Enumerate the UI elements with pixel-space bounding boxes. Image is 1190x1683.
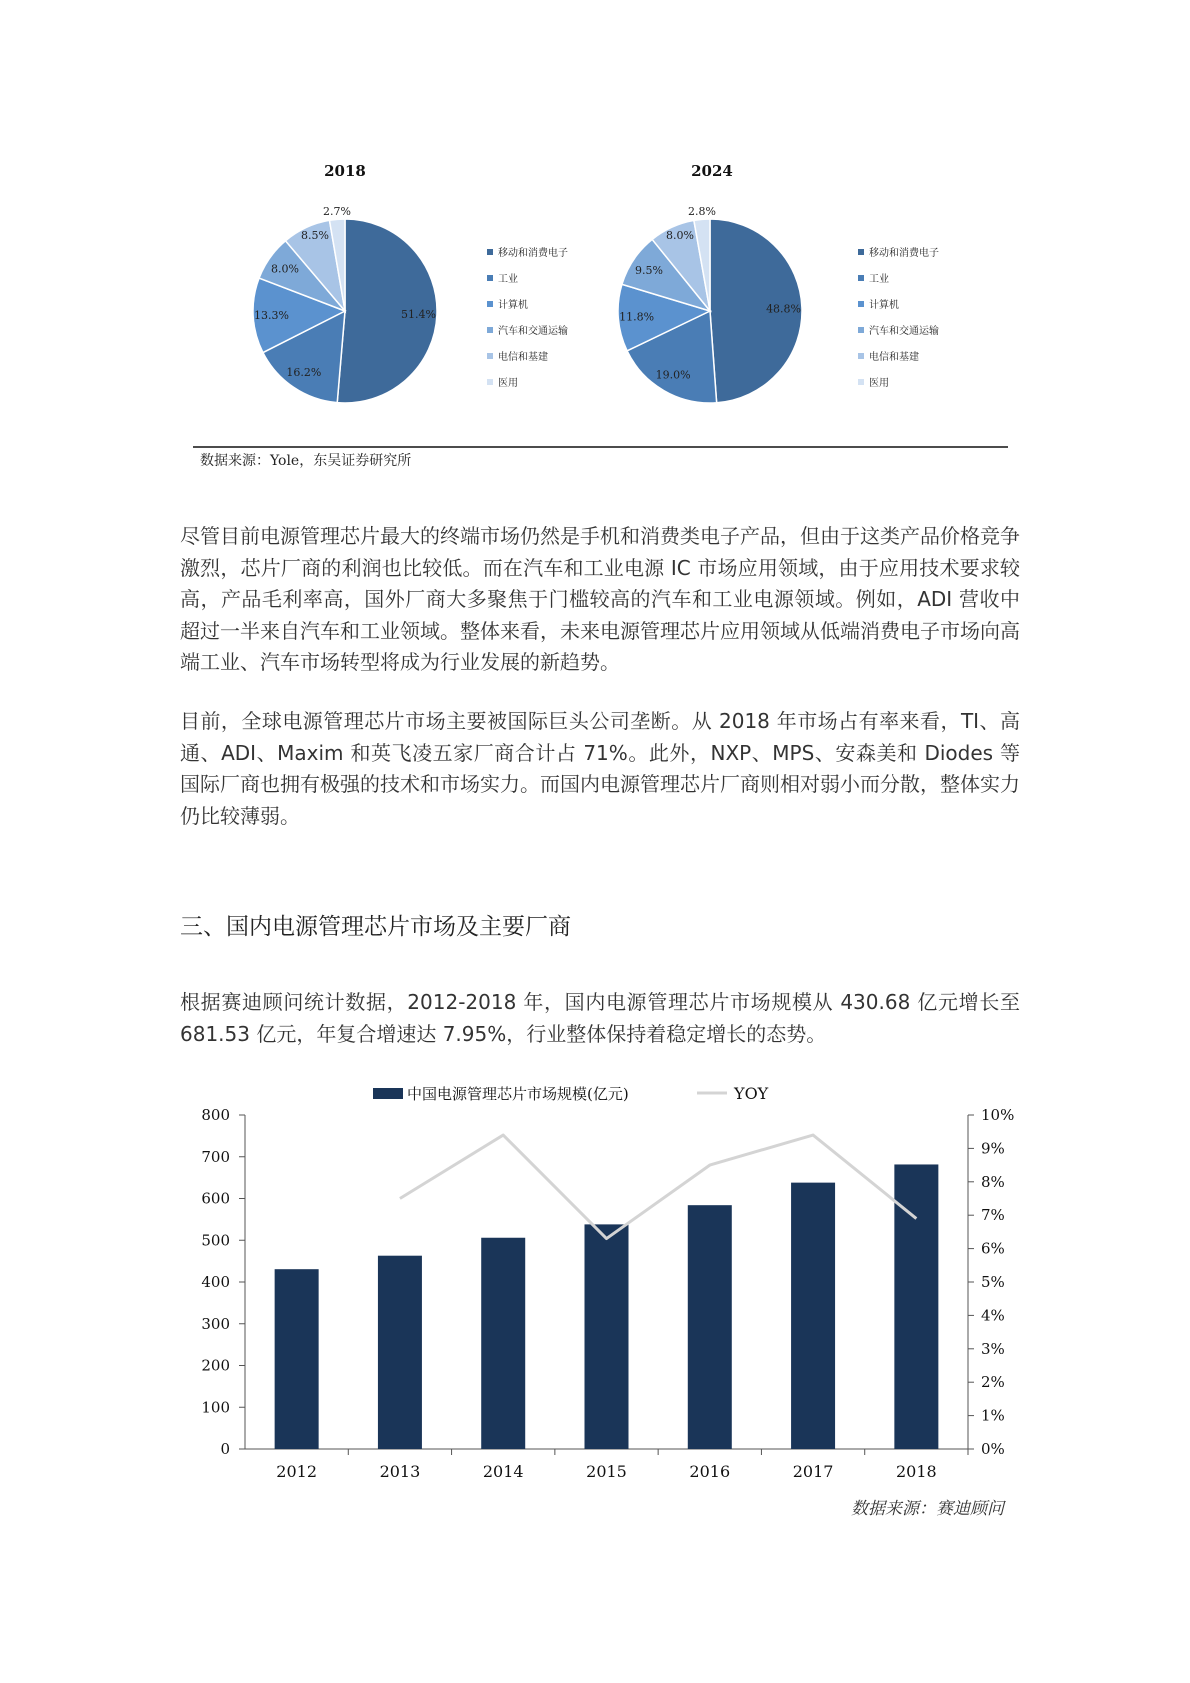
y2-tick-label: 5% [981, 1273, 1005, 1291]
legend-swatch-2018-2 [487, 301, 493, 307]
y2-tick-label: 10% [981, 1106, 1015, 1124]
y2-tick-label: 9% [981, 1139, 1005, 1158]
y2-tick-label: 0% [981, 1440, 1005, 1458]
x-tick-label-2014: 2014 [482, 1462, 524, 1481]
bar-2012 [275, 1269, 319, 1449]
y2-tick-label: 7% [981, 1206, 1005, 1225]
legend-label-2024-2: 计算机 [869, 300, 899, 311]
y2-tick-label: 4% [981, 1306, 1005, 1325]
legend-label-2018-5: 医用 [498, 378, 518, 389]
legend-label-2024-1: 工业 [869, 274, 889, 285]
legend-label-2024-4: 电信和基建 [869, 352, 919, 363]
x-tick-label-2015: 2015 [586, 1462, 627, 1481]
legend-swatch-2018-4 [487, 353, 493, 359]
pie-label-2024-2: 11.8% [619, 310, 655, 324]
x-tick-label-2017: 2017 [792, 1462, 834, 1481]
y-tick-label: 100 [201, 1398, 230, 1417]
x-tick-label-2016: 2016 [689, 1462, 731, 1481]
legend-label-bar: 中国电源管理芯片市场规模(亿元) [407, 1085, 629, 1103]
legend-swatch-2024-4 [858, 353, 864, 359]
pie-label-2024-5: 2.8% [688, 205, 716, 218]
source-note-bars: 数据来源：赛迪顾问 [851, 1499, 1004, 1519]
legend-label-line: YOY [734, 1084, 769, 1103]
pie-label-2024-0: 48.8% [766, 302, 802, 316]
pie-label-2018-5: 2.7% [323, 205, 351, 218]
pie-label-2024-1: 19.0% [655, 368, 691, 382]
bar-2018 [894, 1164, 938, 1449]
yoy-line [400, 1135, 916, 1239]
legend-swatch-2018-0 [487, 249, 493, 255]
y-tick-label: 600 [201, 1189, 230, 1208]
y-tick-label: 300 [201, 1314, 230, 1333]
y-tick-label: 700 [201, 1147, 230, 1166]
paragraph-end-market: 尽管目前电源管理芯片最大的终端市场仍然是手机和消费类电子产品，但由于这类产品价格竞争激烈，芯片厂商的利润也比较低。而在汽车和工业电源 IC 市场应用领域，由于应用技术要求较高，产品毛利率高，国外厂商大多聚焦于门槛较高的汽车和工业电源领域。例如，ADI 营收中超过一半来自汽车和工业领域。整体来看，未来电源管理芯片应用领域从低端消费电子市场向高端工业、汽车市场转型将成为行业发展的新趋势。 [180, 524, 1020, 674]
legend-label-2018-4: 电信和基建 [498, 352, 548, 363]
legend-label-2024-3: 汽车和交通运输 [869, 326, 939, 337]
y-tick-label: 200 [201, 1356, 230, 1375]
pie-label-2018-1: 16.2% [286, 366, 322, 380]
pie-label-2018-3: 8.0% [270, 262, 299, 276]
pie-label-2018-2: 13.3% [254, 308, 289, 322]
legend-swatch-2018-1 [487, 275, 493, 281]
legend-swatch-2024-3 [858, 327, 864, 333]
x-tick-label-2012: 2012 [276, 1462, 318, 1481]
legend-label-2018-0: 移动和消费电子 [498, 248, 568, 259]
bar-2014 [481, 1238, 525, 1449]
legend-swatch-2018-3 [487, 327, 493, 333]
pie-charts [0, 0, 1190, 470]
y-tick-label: 0 [220, 1440, 230, 1458]
pie-title-2018: 2018 [324, 162, 366, 180]
bar-2016 [688, 1205, 732, 1449]
y2-tick-label: 2% [981, 1373, 1005, 1392]
bar-2013 [378, 1256, 422, 1449]
legend-swatch-2018-5 [487, 379, 493, 385]
pie-label-2024-3: 9.5% [634, 263, 663, 277]
legend-label-2018-2: 计算机 [498, 300, 528, 311]
y-tick-label: 500 [201, 1231, 230, 1250]
legend-label-2024-5: 医用 [869, 378, 889, 389]
legend-swatch-2024-2 [858, 301, 864, 307]
legend-swatch-2024-5 [858, 379, 864, 385]
pie-label-2024-4: 8.0% [666, 229, 694, 242]
bar-2015 [585, 1224, 629, 1449]
legend-swatch-2024-0 [858, 249, 864, 255]
source-note-pies: 数据来源：Yole，东吴证券研究所 [200, 453, 412, 469]
legend-label-2024-0: 移动和消费电子 [869, 248, 939, 259]
paragraph-global-market: 目前，全球电源管理芯片市场主要被国际巨头公司垄断。从 2018 年市场占有率来看，TI、高通、ADI、Maxim 和英飞凌五家厂商合计占 71%。此外，NXP、MPS、安森美和 Diodes 等国际厂商也拥有极强的技术和市场实力。而国内电源管理芯片厂商则相对弱小而分散，整体实力仍比较薄弱。 [180, 709, 1020, 828]
legend-label-2018-3: 汽车和交通运输 [498, 326, 568, 337]
pie-label-2018-0: 51.4% [401, 308, 437, 322]
y2-tick-label: 1% [981, 1406, 1005, 1425]
pie-title-2024: 2024 [691, 162, 733, 180]
y2-tick-label: 8% [981, 1172, 1005, 1191]
y2-tick-label: 3% [981, 1339, 1005, 1358]
y2-tick-label: 6% [981, 1239, 1005, 1258]
x-tick-label-2013: 2013 [379, 1462, 421, 1481]
pie-label-2018-4: 8.5% [301, 229, 329, 242]
x-tick-label-2018: 2018 [895, 1462, 937, 1481]
legend-swatch-bar [373, 1088, 403, 1099]
y-tick-label: 400 [201, 1273, 230, 1291]
y-tick-label: 800 [201, 1106, 230, 1124]
legend-swatch-2024-1 [858, 275, 864, 281]
legend-label-2018-1: 工业 [498, 274, 518, 285]
bar-2017 [791, 1183, 835, 1449]
section-heading: 三、国内电源管理芯片市场及主要厂商 [180, 914, 571, 940]
paragraph-domestic-market: 根据赛迪顾问统计数据，2012-2018 年，国内电源管理芯片市场规模从 430.68 亿元增长至 681.53 亿元，年复合增速达 7.95%，行业整体保持着稳定增长的态势。 [180, 990, 1020, 1046]
